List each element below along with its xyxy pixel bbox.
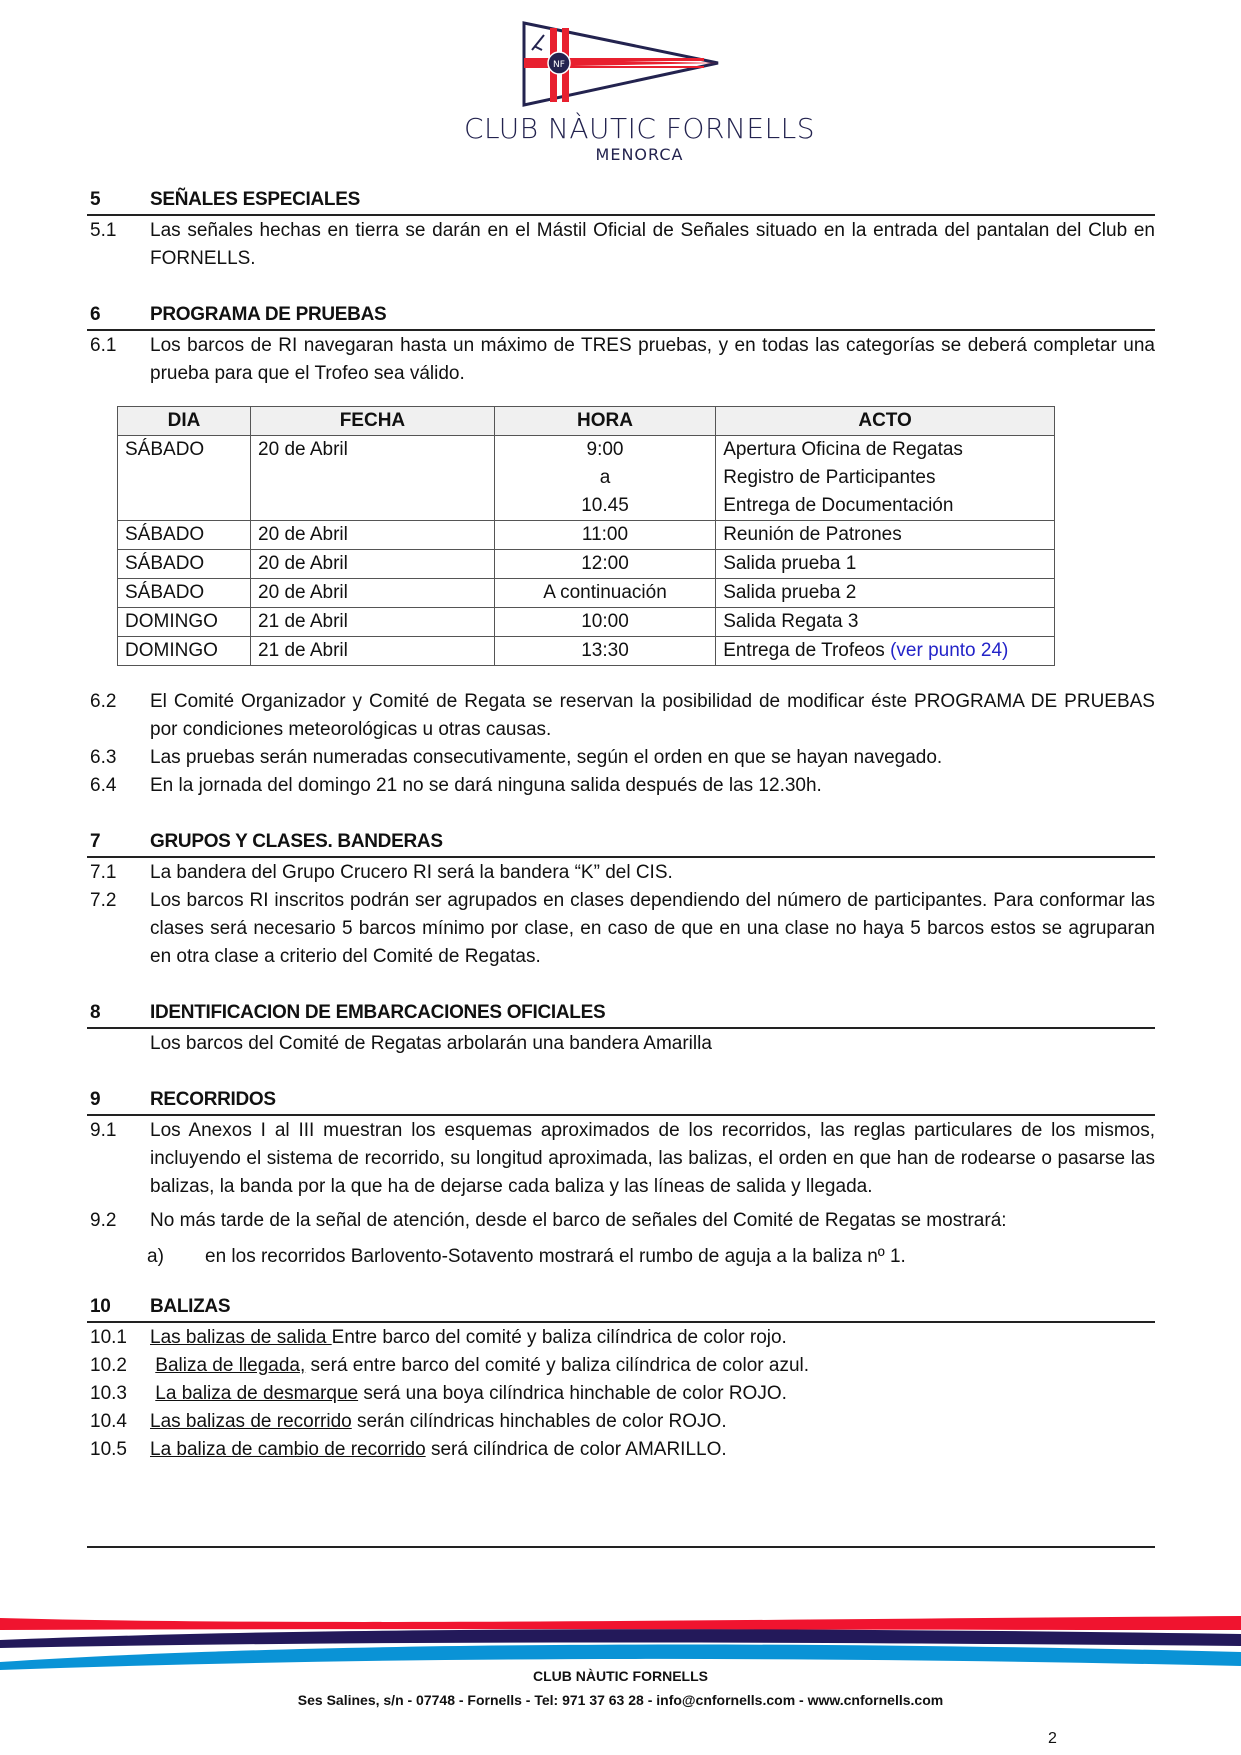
club-name-logo-text: CLUB NÀUTIC FORNELLS <box>463 112 816 145</box>
clause-10-1: 10.1 Las balizas de salida Entre barco del comité y baliza cilíndrica de color rojo. <box>90 1327 787 1348</box>
clause-5-1: 5.1 Las señales hechas en tierra se darán en el Mástil Oficial de Señales situado en la entrada del pantalan del Club en FORNELLS. <box>90 220 1155 269</box>
col-header-dia: DIA <box>118 407 251 436</box>
page-number: 2 <box>1048 1730 1057 1747</box>
clause-10-5: 10.5 La baliza de cambio de recorrido será cilíndrica de color AMARILLO. <box>90 1439 727 1460</box>
ver-punto-24-link[interactable]: (ver punto 24) <box>890 640 1009 661</box>
footer-wave-stripes-icon <box>0 1600 1241 1670</box>
section-6-heading: 6 PROGRAMA DE PRUEBAS <box>87 301 1155 331</box>
clause-8: Los barcos del Comité de Regatas arbolarán una bandera Amarilla <box>150 1033 712 1054</box>
program-table <box>117 406 1055 666</box>
table-header-row <box>118 407 1055 436</box>
table-row: SÁBADO 20 de Abril 11:00 Reunión de Patrones <box>118 521 1055 550</box>
col-header-fecha: FECHA <box>251 407 495 436</box>
table-row: SÁBADO 20 de Abril A continuación Salida prueba 2 <box>118 579 1055 608</box>
clause-9-1: 9.1 Los Anexos I al III muestran los esquemas aproximados de los recorridos, las reglas particulares de los mismos, incluyendo el sistema de recorrido, su longitud aproximada, las balizas, el orden en que han de rodearse o pasarse las balizas, la banda por la que ha de dejarse cada baliza y las líneas de salida y llegada. <box>90 1120 1155 1197</box>
table-row: SÁBADO 20 de Abril 9:00 a 10.45 Apertura Oficina de Regatas Registro de Participantes Entrega de Documentación <box>118 436 1055 521</box>
clause-6-1: 6.1 Los barcos de RI navegaran hasta un máximo de TRES pruebas, y en todas las categorías se deberá completar una prueba para que el Trofeo sea válido. <box>90 335 1155 384</box>
clause-9-2-a: a) en los recorridos Barlovento-Sotavento mostrará el rumbo de aguja a la baliza nº 1. <box>147 1246 906 1267</box>
clause-6-3: 6.3 Las pruebas serán numeradas consecutivamente, según el orden en que se hayan navegado. <box>90 747 943 768</box>
col-header-acto: ACTO <box>716 407 1055 436</box>
clause-10-4: 10.4 Las balizas de recorrido serán cilíndricas hinchables de color ROJO. <box>90 1411 727 1432</box>
document-body <box>87 186 1155 1464</box>
col-header-hora: HORA <box>494 407 715 436</box>
club-location-logo-text: MENORCA <box>595 145 684 164</box>
table-row: SÁBADO 20 de Abril 12:00 Salida prueba 1 <box>118 550 1055 579</box>
clause-9-2: 9.2 No más tarde de la señal de atención, desde el barco de señales del Comité de Regatas se mostrará: <box>90 1210 1007 1231</box>
pennant-flag-icon <box>522 20 722 115</box>
svg-text:NF: NF <box>553 60 565 70</box>
table-row: DOMINGO 21 de Abril 10:00 Salida Regata 3 <box>118 608 1055 637</box>
clause-10-3: 10.3 La baliza de desmarque será una boya cilíndrica hinchable de color ROJO. <box>90 1383 787 1404</box>
footer-club-name: CLUB NÀUTIC FORNELLS <box>533 1668 708 1684</box>
section-5-heading: 5 SEÑALES ESPECIALES <box>87 186 1155 216</box>
clause-7-2: 7.2 Los barcos RI inscritos podrán ser agrupados en clases dependiendo del número de participantes. Para conformar las clases será necesario 5 barcos mínimo por clase, en caso de que en una clase no haya 5 barcos estos se agruparan en otra clase a criterio del Comité de Regatas. <box>90 890 1155 967</box>
clause-10-2: 10.2 Baliza de llegada, será entre barco del comité y baliza cilíndrica de color azul. <box>90 1355 810 1376</box>
footer-address: Ses Salines, s/n - 07748 - Fornells - Tel: 971 37 63 28 - info@cnfornells.com - www.cnfornells.com <box>297 1692 944 1708</box>
club-logo <box>0 0 1241 170</box>
section-7-heading: 7 GRUPOS Y CLASES. BANDERAS <box>87 828 1155 858</box>
footer-divider <box>87 1546 1155 1548</box>
clause-7-1: 7.1 La bandera del Grupo Crucero RI será la bandera “K” del CIS. <box>90 862 673 883</box>
section-10-heading: 10 BALIZAS <box>87 1293 1155 1323</box>
clause-6-4: 6.4 En la jornada del domingo 21 no se dará ninguna salida después de las 12.30h. <box>90 775 822 796</box>
section-9-heading: 9 RECORRIDOS <box>87 1086 1155 1116</box>
table-row: DOMINGO 21 de Abril 13:30 Entrega de Trofeos (ver punto 24) <box>118 637 1055 666</box>
section-8-heading: 8 IDENTIFICACION DE EMBARCACIONES OFICIALES <box>87 999 1155 1029</box>
clause-6-2: 6.2 El Comité Organizador y Comité de Regata se reservan la posibilidad de modificar éste PROGRAMA DE PRUEBAS por condiciones meteorológicas u otras causas. <box>90 691 1155 740</box>
